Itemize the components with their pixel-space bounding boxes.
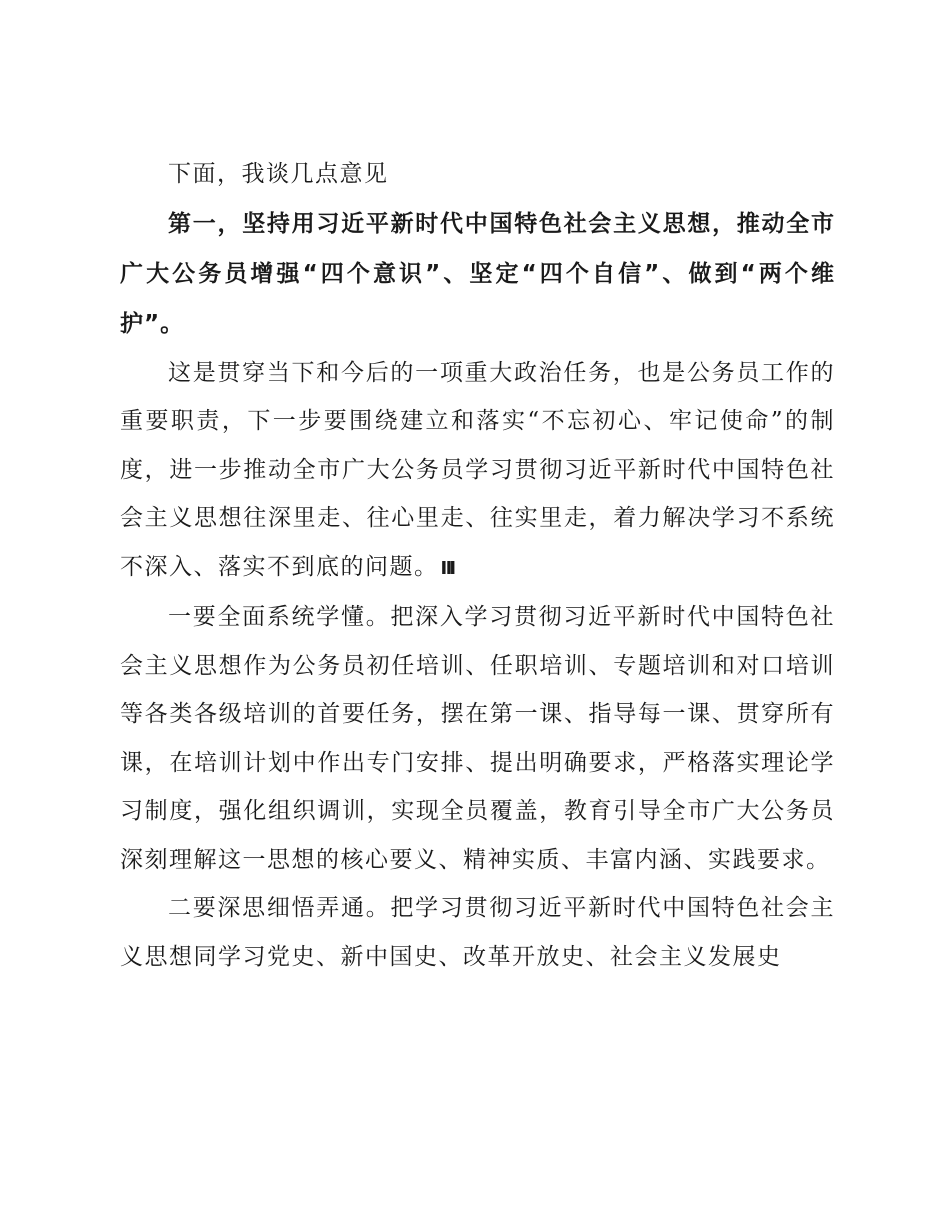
paragraph-overview-text: 这是贯穿当下和今后的一项重大政治任务，也是公务员工作的重要职责，下一步要围绕建立和落实“不忘初心、牢记使命”的制度，进一步推动全市广大公务员学习贯彻习近平新时代中国特色社会主义思想往深里走、往心里走、往实里走，着力解决学习不系统不深入、落实不到底的问题。	[120, 359, 835, 580]
text-cursor-mark: ⅡI	[440, 557, 454, 579]
intro-line: 下面，我谈几点意见	[168, 161, 389, 187]
document-body	[120, 150, 835, 981]
paragraph-point-two: 二要深思细悟弄通。把学习贯彻习近平新时代中国特色社会主义思想同学习党史、新中国史、改革开放史、社会主义发展史	[120, 895, 835, 970]
section-heading-first: 第一，坚持用习近平新时代中国特色社会主义思想，推动全市广大公务员增强“四个意识”、坚定“四个自信”、做到“两个维护”。	[120, 210, 835, 337]
paragraph-point-one: 一要全面系统学懂。把深入学习贯彻习近平新时代中国特色社会主义思想作为公务员初任培训、任职培训、专题培训和对口培训等各类各级培训的首要任务，摆在第一课、指导每一课、贯穿所有课，在培训计划中作出专门安排、提出明确要求，严格落实理论学习制度，强化组织调训，实现全员覆盖，教育引导全市广大公务员深刻理解这一思想的核心要义、精神实质、丰富内涵、实践要求。	[120, 604, 835, 873]
paragraph-overview	[120, 349, 835, 594]
